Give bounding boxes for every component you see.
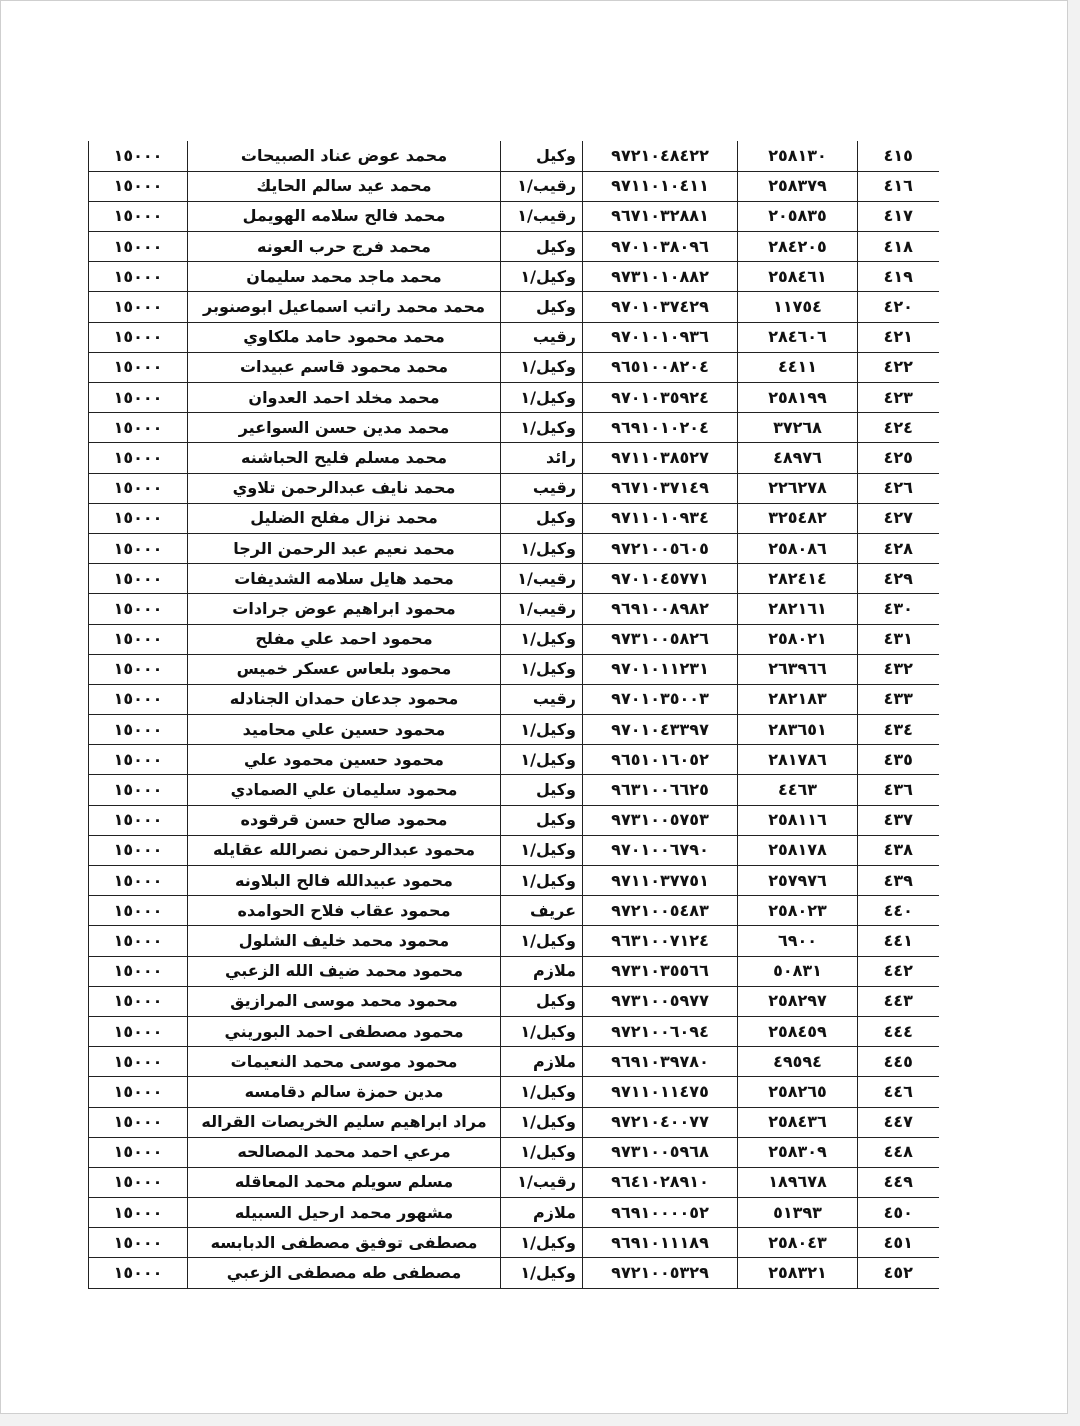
national-number-cell: ٩٧١١٠٣٧٧٥١ [583, 866, 738, 896]
amount-cell: ١٥٠٠٠ [89, 775, 188, 805]
name-cell: محمود سليمان علي الصمادي [188, 775, 501, 805]
military-number-cell: ٢٥٨٤٥٩ [738, 1016, 858, 1046]
serial-number-cell: ٤٢٥ [858, 443, 939, 473]
serial-number-cell: ٤٣٠ [858, 594, 939, 624]
serial-number-cell: ٤٢٤ [858, 413, 939, 443]
amount-cell: ١٥٠٠٠ [89, 1228, 188, 1258]
military-number-cell: ٢٥٨٣٠٩ [738, 1137, 858, 1167]
military-number-cell: ٢٥٨٣٢١ [738, 1258, 858, 1288]
serial-number-cell: ٤٤٣ [858, 986, 939, 1016]
military-number-cell: ٢٨٢١٨٣ [738, 684, 858, 714]
amount-cell: ١٥٠٠٠ [89, 926, 188, 956]
table-row [89, 352, 939, 382]
rank-cell: وكيل/١ [501, 745, 583, 775]
national-number-cell: ٩٧٣١٠٠٥٧٥٣ [583, 805, 738, 835]
amount-cell: ١٥٠٠٠ [89, 352, 188, 382]
rank-cell: رقيب/١ [501, 594, 583, 624]
serial-number-cell: ٤٢٢ [858, 352, 939, 382]
military-number-cell: ٢٥٨٠٤٣ [738, 1228, 858, 1258]
name-cell: محمود احمد علي مفلح [188, 624, 501, 654]
national-number-cell: ٩٧٣١٠٠٥٩٦٨ [583, 1137, 738, 1167]
rank-cell: وكيل [501, 503, 583, 533]
military-number-cell: ٢٥٨٤٣٦ [738, 1107, 858, 1137]
national-number-cell: ٩٧٢١٠٠٥٦٠٥ [583, 533, 738, 563]
table-row [89, 292, 939, 322]
table-row [89, 986, 939, 1016]
military-number-cell: ١٨٩٦٧٨ [738, 1167, 858, 1197]
name-cell: مرعي احمد محمد المصالحه [188, 1137, 501, 1167]
table-row [89, 503, 939, 533]
rank-cell: وكيل/١ [501, 866, 583, 896]
military-number-cell: ٢٥٨١١٦ [738, 805, 858, 835]
rank-cell: عريف [501, 896, 583, 926]
table-row [89, 1047, 939, 1077]
military-number-cell: ٤٤٦٣ [738, 775, 858, 805]
rank-cell: رائد [501, 443, 583, 473]
serial-number-cell: ٤٤٦ [858, 1077, 939, 1107]
serial-number-cell: ٤٣٢ [858, 654, 939, 684]
rank-cell: وكيل/١ [501, 533, 583, 563]
rank-cell: ملازم [501, 1198, 583, 1228]
rank-cell: رقيب [501, 473, 583, 503]
name-cell: محمد مدين حسن السواعير [188, 413, 501, 443]
military-number-cell: ٤٩٥٩٤ [738, 1047, 858, 1077]
national-number-cell: ٩٧٠١٠٣٥٠٠٣ [583, 684, 738, 714]
national-number-cell: ٩٧٢١٠٠٥٤٨٣ [583, 896, 738, 926]
table-row [89, 443, 939, 473]
name-cell: محمد عوض عناد الصبيحات [188, 141, 501, 171]
table-row [89, 926, 939, 956]
amount-cell: ١٥٠٠٠ [89, 1258, 188, 1288]
military-number-cell: ٢٨٢٤١٤ [738, 564, 858, 594]
records-table-body [89, 141, 939, 1288]
amount-cell: ١٥٠٠٠ [89, 262, 188, 292]
military-number-cell: ٢٢٦٢٧٨ [738, 473, 858, 503]
serial-number-cell: ٤١٩ [858, 262, 939, 292]
table-row [89, 232, 939, 262]
rank-cell: وكيل/١ [501, 1107, 583, 1137]
amount-cell: ١٥٠٠٠ [89, 624, 188, 654]
name-cell: محمد نعيم عبد الرحمن الرجا [188, 533, 501, 563]
rank-cell: وكيل/١ [501, 654, 583, 684]
national-number-cell: ٩٧٢١٠٤٠٠٧٧ [583, 1107, 738, 1137]
serial-number-cell: ٤٢٣ [858, 383, 939, 413]
serial-number-cell: ٤١٥ [858, 141, 939, 171]
national-number-cell: ٩٧٠١٠٣٥٩٢٤ [583, 383, 738, 413]
name-cell: محمد مخلد احمد العدوان [188, 383, 501, 413]
name-cell: محمد فالح سلامه الهويمل [188, 201, 501, 231]
amount-cell: ١٥٠٠٠ [89, 866, 188, 896]
amount-cell: ١٥٠٠٠ [89, 1107, 188, 1137]
rank-cell: ملازم [501, 956, 583, 986]
rank-cell: وكيل/١ [501, 715, 583, 745]
name-cell: محمود موسى محمد النعيمات [188, 1047, 501, 1077]
serial-number-cell: ٤٥٢ [858, 1258, 939, 1288]
serial-number-cell: ٤٣٨ [858, 835, 939, 865]
name-cell: مشهور محمد ارحيل السبيله [188, 1198, 501, 1228]
name-cell: محمود ابراهيم عوض جرادات [188, 594, 501, 624]
national-number-cell: ٩٧٣١٠٣٥٥٦٦ [583, 956, 738, 986]
amount-cell: ١٥٠٠٠ [89, 1047, 188, 1077]
table-row [89, 413, 939, 443]
rank-cell: رقيب/١ [501, 201, 583, 231]
table-row [89, 775, 939, 805]
rank-cell: وكيل/١ [501, 1016, 583, 1046]
military-number-cell: ٢٥٨٢٦٥ [738, 1077, 858, 1107]
serial-number-cell: ٤٢٨ [858, 533, 939, 563]
rank-cell: وكيل/١ [501, 1137, 583, 1167]
serial-number-cell: ٤٤٥ [858, 1047, 939, 1077]
name-cell: محمد مسلم فليح الحباشنه [188, 443, 501, 473]
serial-number-cell: ٤٣٣ [858, 684, 939, 714]
amount-cell: ١٥٠٠٠ [89, 292, 188, 322]
national-number-cell: ٩٧٢١٠٠٥٣٢٩ [583, 1258, 738, 1288]
table-row [89, 956, 939, 986]
serial-number-cell: ٤٤٩ [858, 1167, 939, 1197]
amount-cell: ١٥٠٠٠ [89, 533, 188, 563]
amount-cell: ١٥٠٠٠ [89, 383, 188, 413]
table-row [89, 533, 939, 563]
rank-cell: رقيب [501, 684, 583, 714]
amount-cell: ١٥٠٠٠ [89, 805, 188, 835]
table-row [89, 715, 939, 745]
military-number-cell: ٢٥٨١٧٨ [738, 835, 858, 865]
national-number-cell: ٩٦٣١٠٠٧١٢٤ [583, 926, 738, 956]
national-number-cell: ٩٦٩١٠١٠٢٠٤ [583, 413, 738, 443]
table-row [89, 1258, 939, 1288]
rank-cell: رقيب/١ [501, 564, 583, 594]
serial-number-cell: ٤٣٩ [858, 866, 939, 896]
amount-cell: ١٥٠٠٠ [89, 986, 188, 1016]
military-number-cell: ٢٨٤٦٠٦ [738, 322, 858, 352]
national-number-cell: ٩٦٥١٠١٦٠٥٢ [583, 745, 738, 775]
rank-cell: وكيل/١ [501, 352, 583, 382]
military-number-cell: ٢٥٨٣٧٩ [738, 171, 858, 201]
table-row [89, 1077, 939, 1107]
serial-number-cell: ٤٤٤ [858, 1016, 939, 1046]
name-cell: محمد فرج حرب العونه [188, 232, 501, 262]
serial-number-cell: ٤٣١ [858, 624, 939, 654]
national-number-cell: ٩٦٤١٠٢٨٩١٠ [583, 1167, 738, 1197]
name-cell: محمد محمود قاسم عبيدات [188, 352, 501, 382]
rank-cell: وكيل/١ [501, 262, 583, 292]
military-number-cell: ٢٥٧٩٧٦ [738, 866, 858, 896]
name-cell: محمود جدعان حمدان الجنادله [188, 684, 501, 714]
national-number-cell: ٩٧٠١٠٣٧٤٢٩ [583, 292, 738, 322]
name-cell: محمد هايل سلامه الشديفات [188, 564, 501, 594]
amount-cell: ١٥٠٠٠ [89, 171, 188, 201]
amount-cell: ١٥٠٠٠ [89, 956, 188, 986]
amount-cell: ١٥٠٠٠ [89, 594, 188, 624]
table-row [89, 654, 939, 684]
rank-cell: وكيل [501, 232, 583, 262]
rank-cell: وكيل/١ [501, 926, 583, 956]
rank-cell: وكيل [501, 141, 583, 171]
serial-number-cell: ٤٢٠ [858, 292, 939, 322]
national-number-cell: ٩٦٧١٠٣٧١٤٩ [583, 473, 738, 503]
table-row [89, 1016, 939, 1046]
name-cell: مصطفى طه مصطفى الزعبي [188, 1258, 501, 1288]
table-row [89, 594, 939, 624]
table-row [89, 684, 939, 714]
table-row [89, 1107, 939, 1137]
amount-cell: ١٥٠٠٠ [89, 745, 188, 775]
name-cell: محمود مصطفى احمد البوريني [188, 1016, 501, 1046]
name-cell: محمود عبدالرحمن نصرالله عقايله [188, 835, 501, 865]
name-cell: محمود حسين علي محاميد [188, 715, 501, 745]
national-number-cell: ٩٧١١٠٣٨٥٢٧ [583, 443, 738, 473]
rank-cell: وكيل/١ [501, 624, 583, 654]
rank-cell: وكيل/١ [501, 1258, 583, 1288]
national-number-cell: ٩٧٠١٠١٠٩٣٦ [583, 322, 738, 352]
name-cell: محمد عيد سالم الحايك [188, 171, 501, 201]
military-number-cell: ٢٠٥٨٣٥ [738, 201, 858, 231]
military-number-cell: ٢٥٨٢٩٧ [738, 986, 858, 1016]
military-number-cell: ٤٨٩٧٦ [738, 443, 858, 473]
national-number-cell: ٩٦٩١٠٠٠٠٥٢ [583, 1198, 738, 1228]
amount-cell: ١٥٠٠٠ [89, 564, 188, 594]
military-number-cell: ٢٥٨٤٦١ [738, 262, 858, 292]
national-number-cell: ٩٧٠١٠١١٢٣١ [583, 654, 738, 684]
rank-cell: رقيب/١ [501, 1167, 583, 1197]
name-cell: محمود محمد ضيف الله الزعبي [188, 956, 501, 986]
military-number-cell: ٢٥٨١٩٩ [738, 383, 858, 413]
serial-number-cell: ٤٢٩ [858, 564, 939, 594]
table-row [89, 473, 939, 503]
national-number-cell: ٩٧٠١٠٠٦٧٩٠ [583, 835, 738, 865]
military-number-cell: ٢٨٣٦٥١ [738, 715, 858, 745]
national-number-cell: ٩٧٠١٠٤٥٧٧١ [583, 564, 738, 594]
name-cell: محمد محمد راتب اسماعيل ابوصنوبر [188, 292, 501, 322]
amount-cell: ١٥٠٠٠ [89, 473, 188, 503]
serial-number-cell: ٤١٧ [858, 201, 939, 231]
national-number-cell: ٩٧٢١٠٠٦٠٩٤ [583, 1016, 738, 1046]
serial-number-cell: ٤٥١ [858, 1228, 939, 1258]
serial-number-cell: ٤١٨ [858, 232, 939, 262]
table-row [89, 896, 939, 926]
records-table [88, 141, 939, 1289]
military-number-cell: ٣٢٥٤٨٢ [738, 503, 858, 533]
military-number-cell: ٥١٣٩٣ [738, 1198, 858, 1228]
military-number-cell: ٢٨٤٢٠٥ [738, 232, 858, 262]
amount-cell: ١٥٠٠٠ [89, 443, 188, 473]
table-row [89, 262, 939, 292]
serial-number-cell: ٤٤٢ [858, 956, 939, 986]
amount-cell: ١٥٠٠٠ [89, 141, 188, 171]
national-number-cell: ٩٦٩١٠٣٩٧٨٠ [583, 1047, 738, 1077]
rank-cell: وكيل [501, 775, 583, 805]
national-number-cell: ٩٧٠١٠٣٨٠٩٦ [583, 232, 738, 262]
military-number-cell: ٢٦٣٩٦٦ [738, 654, 858, 684]
name-cell: محمود محمد موسى المرازيق [188, 986, 501, 1016]
serial-number-cell: ٤٣٤ [858, 715, 939, 745]
national-number-cell: ٩٧٣١٠١٠٨٨٢ [583, 262, 738, 292]
table-row [89, 835, 939, 865]
amount-cell: ١٥٠٠٠ [89, 1137, 188, 1167]
table-row [89, 624, 939, 654]
military-number-cell: ٦٩٠٠ [738, 926, 858, 956]
military-number-cell: ٣٧٢٦٨ [738, 413, 858, 443]
name-cell: مراد ابراهيم سليم الخريصات القراله [188, 1107, 501, 1137]
amount-cell: ١٥٠٠٠ [89, 896, 188, 926]
national-number-cell: ٩٧١١٠١٠٩٣٤ [583, 503, 738, 533]
name-cell: محمود عبيدالله فالح البلاونه [188, 866, 501, 896]
name-cell: محمود عقاب فلاح الحوامده [188, 896, 501, 926]
national-number-cell: ٩٦٣١٠٠٦٦٢٥ [583, 775, 738, 805]
amount-cell: ١٥٠٠٠ [89, 322, 188, 352]
table-row [89, 1228, 939, 1258]
military-number-cell: ٢٥٨٠٨٦ [738, 533, 858, 563]
national-number-cell: ٩٦٥١٠٠٨٢٠٤ [583, 352, 738, 382]
table-row [89, 171, 939, 201]
name-cell: محمد محمود حامد ملكاوي [188, 322, 501, 352]
name-cell: محمود حسين محمود علي [188, 745, 501, 775]
military-number-cell: ٢٨٢١٦١ [738, 594, 858, 624]
serial-number-cell: ٤٤٧ [858, 1107, 939, 1137]
name-cell: محمد نايف عبدالرحمن تلاوي [188, 473, 501, 503]
name-cell: محمود محمد خليف الشلول [188, 926, 501, 956]
rank-cell: وكيل [501, 986, 583, 1016]
rank-cell: وكيل/١ [501, 413, 583, 443]
name-cell: محمود صالح حسن قرقوده [188, 805, 501, 835]
rank-cell: وكيل [501, 292, 583, 322]
military-number-cell: ٢٥٨٠٢١ [738, 624, 858, 654]
serial-number-cell: ٤٣٦ [858, 775, 939, 805]
national-number-cell: ٩٦٩١٠١١١٨٩ [583, 1228, 738, 1258]
name-cell: مسلم سويلم محمد المعاقله [188, 1167, 501, 1197]
national-number-cell: ٩٧١١٠١٠٤١١ [583, 171, 738, 201]
national-number-cell: ٩٦٩١٠٠٨٩٨٢ [583, 594, 738, 624]
name-cell: محمود بلعاس عسكر خميس [188, 654, 501, 684]
rank-cell: رقيب/١ [501, 171, 583, 201]
serial-number-cell: ٤٢١ [858, 322, 939, 352]
serial-number-cell: ٤٤٨ [858, 1137, 939, 1167]
national-number-cell: ٩٧٢١٠٤٨٤٢٢ [583, 141, 738, 171]
table-row [89, 1167, 939, 1197]
table-row [89, 805, 939, 835]
national-number-cell: ٩٧٣١٠٠٥٨٢٦ [583, 624, 738, 654]
table-row [89, 322, 939, 352]
name-cell: مدين حمزة سالم دقامسه [188, 1077, 501, 1107]
table-row [89, 866, 939, 896]
rank-cell: وكيل [501, 805, 583, 835]
table-row [89, 1137, 939, 1167]
national-number-cell: ٩٧١١٠١١٤٧٥ [583, 1077, 738, 1107]
rank-cell: وكيل/١ [501, 1228, 583, 1258]
amount-cell: ١٥٠٠٠ [89, 201, 188, 231]
military-number-cell: ٢٥٨١٣٠ [738, 141, 858, 171]
national-number-cell: ٩٦٧١٠٣٢٨٨١ [583, 201, 738, 231]
rank-cell: وكيل/١ [501, 1077, 583, 1107]
table-row [89, 1198, 939, 1228]
military-number-cell: ٢٥٨٠٢٣ [738, 896, 858, 926]
table-row [89, 383, 939, 413]
serial-number-cell: ٤٤١ [858, 926, 939, 956]
serial-number-cell: ٤٥٠ [858, 1198, 939, 1228]
amount-cell: ١٥٠٠٠ [89, 684, 188, 714]
rank-cell: ملازم [501, 1047, 583, 1077]
serial-number-cell: ٤٢٦ [858, 473, 939, 503]
national-number-cell: ٩٧٠١٠٤٣٣٩٧ [583, 715, 738, 745]
name-cell: محمد نزال مفلح الضليل [188, 503, 501, 533]
table-row [89, 201, 939, 231]
amount-cell: ١٥٠٠٠ [89, 1077, 188, 1107]
table-row [89, 564, 939, 594]
table-row [89, 745, 939, 775]
name-cell: مصطفى توفيق مصطفى الدبابسه [188, 1228, 501, 1258]
serial-number-cell: ٤٣٧ [858, 805, 939, 835]
serial-number-cell: ٤٣٥ [858, 745, 939, 775]
military-number-cell: ١١٧٥٤ [738, 292, 858, 322]
table-row [89, 141, 939, 171]
serial-number-cell: ٤١٦ [858, 171, 939, 201]
amount-cell: ١٥٠٠٠ [89, 1198, 188, 1228]
amount-cell: ١٥٠٠٠ [89, 715, 188, 745]
military-number-cell: ٥٠٨٣١ [738, 956, 858, 986]
serial-number-cell: ٤٢٧ [858, 503, 939, 533]
military-number-cell: ٤٤١١ [738, 352, 858, 382]
national-number-cell: ٩٧٣١٠٠٥٩٧٧ [583, 986, 738, 1016]
serial-number-cell: ٤٤٠ [858, 896, 939, 926]
rank-cell: رقيب [501, 322, 583, 352]
amount-cell: ١٥٠٠٠ [89, 413, 188, 443]
amount-cell: ١٥٠٠٠ [89, 232, 188, 262]
amount-cell: ١٥٠٠٠ [89, 654, 188, 684]
amount-cell: ١٥٠٠٠ [89, 503, 188, 533]
amount-cell: ١٥٠٠٠ [89, 1167, 188, 1197]
rank-cell: وكيل/١ [501, 835, 583, 865]
amount-cell: ١٥٠٠٠ [89, 835, 188, 865]
rank-cell: وكيل/١ [501, 383, 583, 413]
name-cell: محمد ماجد محمد سليمان [188, 262, 501, 292]
amount-cell: ١٥٠٠٠ [89, 1016, 188, 1046]
military-number-cell: ٢٨١٧٨٦ [738, 745, 858, 775]
